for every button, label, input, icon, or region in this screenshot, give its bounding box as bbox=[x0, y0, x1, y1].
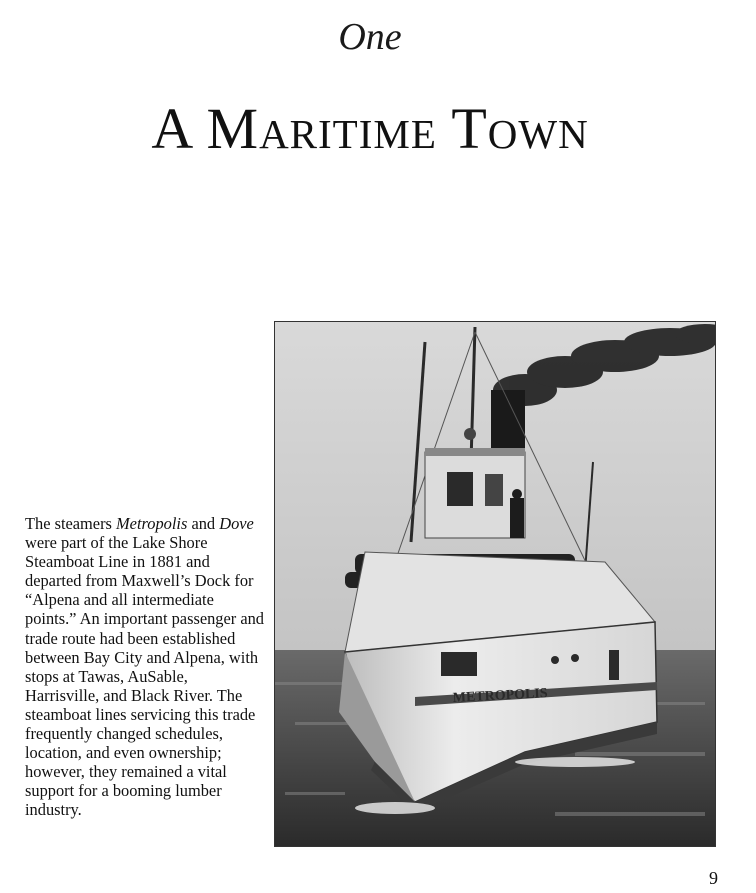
chapter-title: A Maritime Town bbox=[151, 96, 589, 161]
chapter-number: One bbox=[338, 16, 402, 58]
caption-text-1: The steamers bbox=[25, 514, 117, 533]
ship-name-dove: Dove bbox=[219, 514, 254, 533]
ship-name-metropolis: Metropolis bbox=[116, 514, 188, 533]
photo-caption bbox=[25, 514, 265, 820]
hull-name-text: METROPOLIS bbox=[452, 686, 548, 706]
caption-text-2: and bbox=[187, 514, 220, 533]
caption-text-3: were part of the Lake Shore Steamboat Line in 1881 and departed from Maxwell’s Dock for “Alpena and all intermediate points.” An important passenger and trade route had been established between Bay City and Alpena, with stops at Tawas, AuSable, Harrisville, and Black River. The steamboat lines servicing this trade frequently changed schedules, location, and even ownership; however, they remained a vital support for a booming lumber industry. bbox=[25, 533, 264, 820]
page-number: 9 bbox=[709, 868, 718, 888]
steamship-photograph bbox=[274, 321, 716, 847]
